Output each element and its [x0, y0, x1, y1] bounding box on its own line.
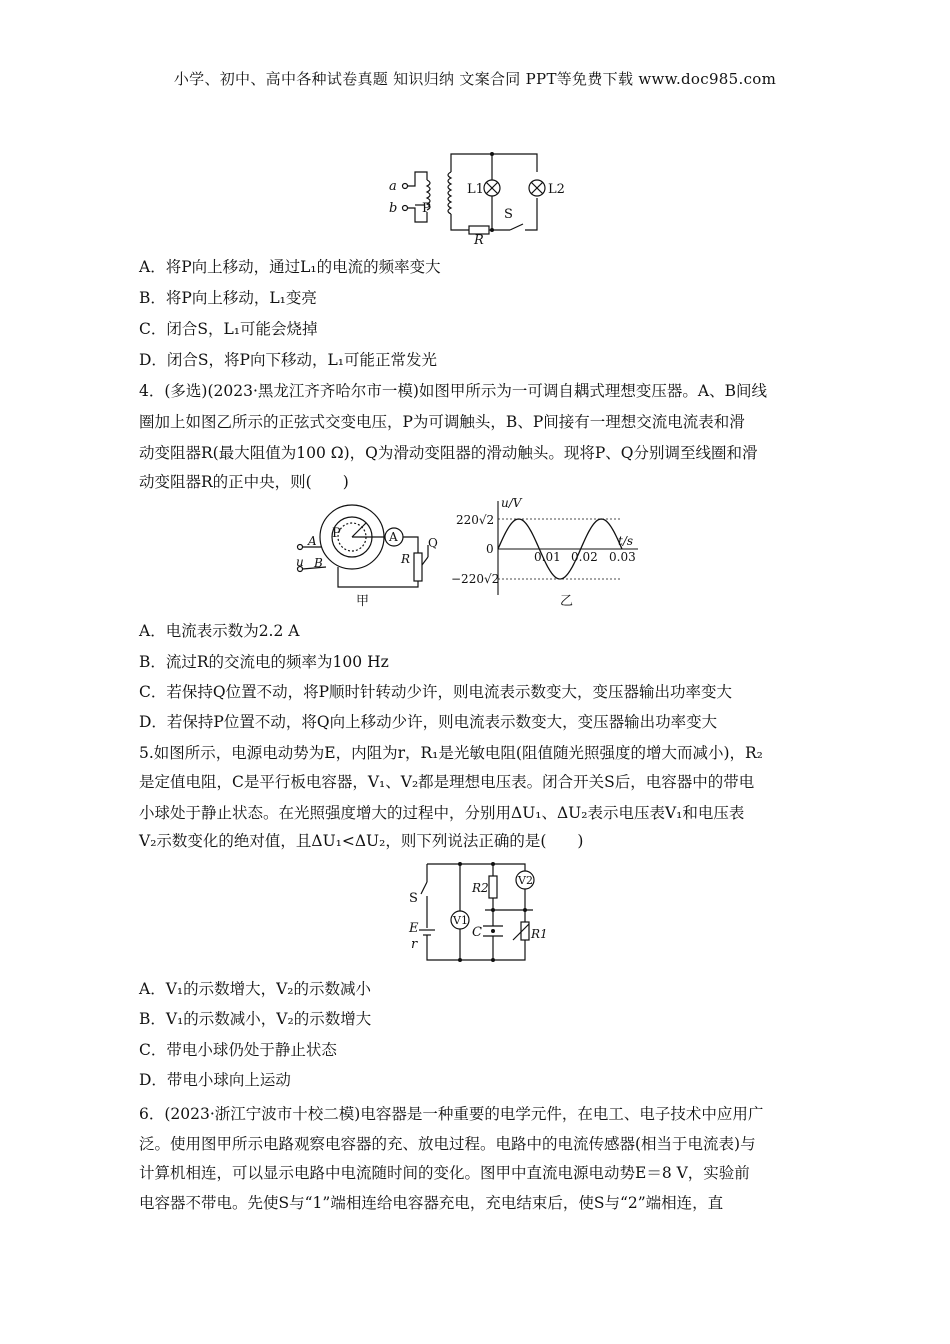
q5-stem-line2: 是定值电阻，C是平行板电容器，V₁、V₂都是理想电压表。闭合开关S后，电容器中的带电: [139, 773, 755, 791]
x-tick-0-01: 0.01: [534, 550, 561, 564]
q5-option-b: B．V₁的示数减小，V₂的示数增大: [139, 1010, 372, 1028]
origin-label: 0: [486, 542, 494, 556]
label-C: C: [472, 925, 482, 940]
q6-line3: 计算机相连，可以显示电路中电流随时间的变化。图甲中直流电源电动势E＝8 V，实验前: [139, 1164, 750, 1182]
y-tick-bottom: −220√2: [451, 572, 500, 586]
label-yi: 乙: [560, 594, 574, 609]
q4-stem-line4: 动变阻器R的正中央，则( ): [139, 473, 349, 491]
q5-option-a: A．V₁的示数增大，V₂的示数减小: [139, 980, 372, 998]
label-ammeter-A: A: [389, 530, 398, 544]
q5-stem-line1: 5.如图所示，电源电动势为E，内阻为r，R₁是光敏电阻(阻值随光照强度的增大而减小)，R₂: [139, 744, 763, 762]
label-a: a: [389, 179, 397, 194]
figure-photoresistor-circuit: [405, 860, 555, 965]
label-b: b: [389, 201, 398, 216]
q6-line1: 6．(2023·浙江宁波市十校二模)电容器是一种重要的电学元件，在电工、电子技术中应用广: [139, 1105, 764, 1123]
q5-option-c: C．带电小球仍处于静止状态: [139, 1041, 337, 1059]
q3-option-c: C．闭合S，L₁可能会烧掉: [139, 320, 318, 338]
label-u: u: [296, 555, 304, 569]
label-R: R: [474, 233, 484, 248]
label-R: R: [401, 552, 411, 566]
label-P: P: [332, 526, 341, 541]
label-P: P: [422, 201, 431, 216]
label-B: B: [314, 556, 323, 570]
y-tick-top: 220√2: [456, 513, 495, 527]
x-tick-0-03: 0.03: [609, 550, 636, 564]
x-tick-0-02: 0.02: [571, 550, 598, 564]
label-u-axis: u/V: [501, 496, 522, 510]
label-r: r: [411, 937, 418, 952]
q3-option-b: B．将P向上移动，L₁变亮: [139, 289, 317, 307]
label-jia: 甲: [356, 594, 370, 609]
label-V2: V2: [518, 874, 533, 887]
label-S: S: [504, 207, 513, 222]
label-L2: L2: [548, 182, 565, 197]
label-V1: V1: [453, 914, 468, 927]
q6-line2: 泛。使用图甲所示电路观察电容器的充、放电过程。电路中的电流传感器(相当于电流表)与: [139, 1135, 756, 1153]
q4-option-a: A．电流表示数为2.2 A: [139, 622, 300, 640]
page-header: 小学、初中、高中各种试卷真题 知识归纳 文案合同 PPT等免费下载 www.doc985.com: [173, 70, 777, 88]
q4-stem-line2: 圈加上如图乙所示的正弦式交变电压，P为可调触头，B、P间接有一理想交流电流表和滑: [139, 413, 745, 431]
label-R2: R2: [472, 881, 489, 895]
label-R1: R1: [531, 927, 548, 941]
figure-autotransformer: [290, 495, 450, 610]
label-L1: L1: [467, 182, 484, 197]
q5-stem-line4: V₂示数变化的绝对值，且ΔU₁<ΔU₂，则下列说法正确的是( ): [139, 832, 584, 850]
label-Q: Q: [428, 536, 438, 550]
q5-option-d: D．带电小球向上运动: [139, 1071, 291, 1089]
q3-option-a: A．将P向上移动，通过L₁的电流的频率变大: [139, 258, 441, 276]
q4-option-b: B．流过R的交流电的频率为100 Hz: [139, 653, 389, 671]
chart-sine-voltage: [450, 495, 650, 610]
q4-option-d: D．若保持P位置不动，将Q向上移动少许，则电流表示数变大，变压器输出功率变大: [139, 713, 718, 731]
figure-transformer-circuit: [385, 150, 605, 248]
label-S: S: [409, 891, 418, 906]
q4-option-c: C．若保持Q位置不动，将P顺时针转动少许，则电流表示数变大，变压器输出功率变大: [139, 683, 732, 701]
q3-option-d: D．闭合S，将P向下移动，L₁可能正常发光: [139, 351, 437, 369]
q4-stem-line1: 4．(多选)(2023·黑龙江齐齐哈尔市一模)如图甲所示为一可调自耦式理想变压器。A、B间线: [139, 382, 768, 400]
q6-line4: 电容器不带电。先使S与“1”端相连给电容器充电，充电结束后，使S与“2”端相连，直: [139, 1194, 724, 1212]
label-t-axis: t/s: [618, 534, 634, 548]
q5-stem-line3: 小球处于静止状态。在光照强度增大的过程中，分别用ΔU₁、ΔU₂表示电压表V₁和电压表: [139, 804, 745, 822]
label-A: A: [308, 534, 317, 548]
label-E: E: [409, 921, 419, 936]
q4-stem-line3: 动变阻器R(最大阻值为100 Ω)，Q为滑动变阻器的滑动触头。现将P、Q分别调至线圈和滑: [139, 444, 758, 462]
